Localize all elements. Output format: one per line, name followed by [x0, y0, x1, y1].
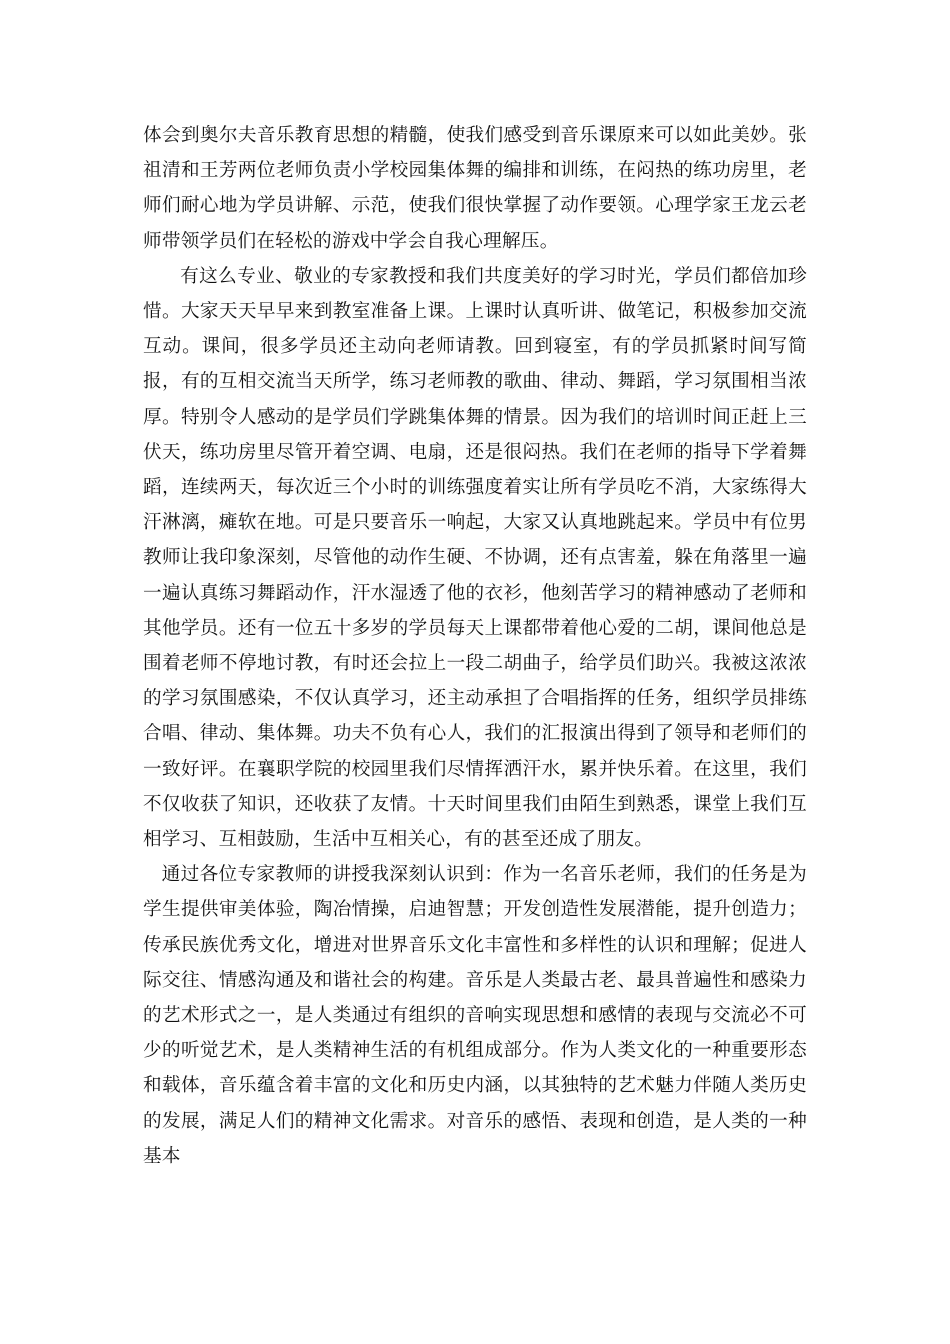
- paragraph-study-atmosphere: 有这么专业、敬业的专家教授和我们共度美好的学习时光，学员们都倍加珍惜。大家天天早早来到教室准备上课。上课时认真听讲、做笔记，积极参加交流互动。课间，很多学员还主动向老师请教。回到寝室，有的学员抓紧时间写简报，有的互相交流当天所学，练习老师教的歌曲、律动、舞蹈，学习氛围相当浓厚。特别令人感动的是学员们学跳集体舞的情景。因为我们的培训时间正赶上三伏天，练功房里尽管开着空调、电扇，还是很闷热。我们在老师的指导下学着舞蹈，连续两天，每次近三个小时的训练强度着实让所有学员吃不消，大家练得大汗淋漓，瘫软在地。可是只要音乐一响起，大家又认真地跳起来。学员中有位男教师让我印象深刻，尽管他的动作生硬、不协调，还有点害羞，躲在角落里一遍一遍认真练习舞蹈动作，汗水湿透了他的衣衫，他刻苦学习的精神感动了老师和其他学员。还有一位五十多岁的学员每天上课都带着他心爱的二胡，课间他总是围着老师不停地讨教，有时还会拉上一段二胡曲子，给学员们助兴。我被这浓浓的学习氛围感染，不仅认真学习，还主动承担了合唱指挥的任务，组织学员排练合唱、律动、集体舞。功夫不负有心人，我们的汇报演出得到了领导和老师们的一致好评。在襄职学院的校园里我们尽情挥洒汗水，累并快乐着。在这里，我们不仅收获了知识，还收获了友情。十天时间里我们由陌生到熟悉，课堂上我们互相学习、互相鼓励，生活中互相关心，有的甚至还成了朋友。: [143, 265, 807, 851]
- paragraph-music-teacher-role: 通过各位专家教师的讲授我深刻认识到：作为一名音乐老师，我们的任务是为学生提供审美体验，陶冶情操，启迪智慧；开发创造性发展潜能，提升创造力；传承民族优秀文化，增进对世界音乐文化丰富性和多样性的认识和理解；促进人际交往、情感沟通及和谐社会的构建。音乐是人类最古老、最具普遍性和感染力的艺术形式之一，是人类通过有组织的音响实现思想和感情的表现与交流必不可少的听觉艺术，是人类精神生活的有机组成部分。作为人类文化的一种重要形态和载体，音乐蕴含着丰富的文化和历史内涵，以其独特的艺术魅力伴随人类历史的发展，满足人们的精神文化需求。对音乐的感悟、表现和创造，是人类的一种基本: [143, 864, 807, 1167]
- paragraph-continuation: 体会到奥尔夫音乐教育思想的精髓，使我们感受到音乐课原来可以如此美妙。张祖清和王芳两位老师负责小学校园集体舞的编排和训练，在闷热的练功房里，老师们耐心地为学员讲解、示范，使我们很快掌握了动作要领。心理学家王龙云老师带领学员们在轻松的游戏中学会自我心理解压。: [143, 125, 807, 252]
- body-text: [143, 118, 807, 1174]
